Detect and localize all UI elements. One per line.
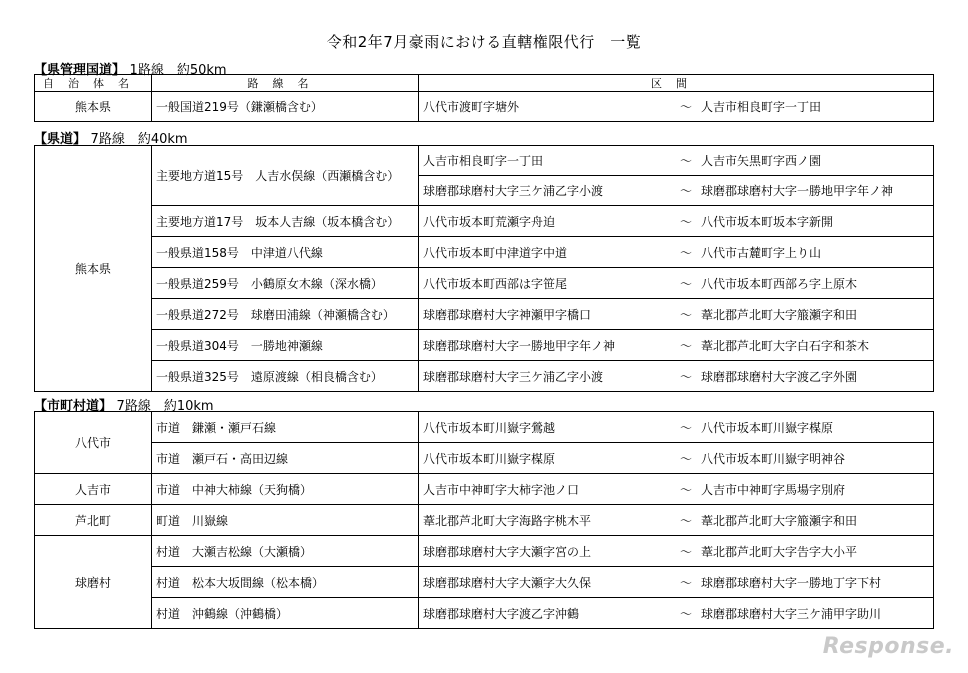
section-cell (419, 146, 934, 176)
route-cell: 村道 大瀬吉松線（大瀬橋） (152, 536, 419, 567)
table-header-row (35, 75, 934, 92)
section-cell (419, 598, 934, 629)
range-tilde: ～ (679, 482, 692, 497)
section-summary: 7路線 約10km (116, 399, 214, 414)
table-row (35, 237, 934, 268)
section-end: 葦北郡芦北町大字箙瀬字和田 (701, 513, 858, 528)
range-tilde: ～ (679, 338, 692, 353)
range-tilde: ～ (679, 245, 692, 260)
route-cell: 市道 中神大柿線（天狗橋） (152, 474, 419, 505)
range-tilde: ～ (679, 420, 692, 435)
section-start: 球磨郡球磨村大字三ケ浦乙字小渡 (423, 184, 604, 198)
section-cell (419, 176, 934, 206)
section-end: 人吉市矢黒町字西ノ園 (701, 154, 822, 168)
route-cell: 町道 川嶽線 (152, 505, 419, 536)
route-cell: 一般県道272号 球磨田浦線（神瀬橋含む） (152, 299, 419, 330)
range-tilde: ～ (679, 276, 692, 291)
section-end: 葦北郡芦北町大字告字大小平 (701, 544, 858, 559)
header-route: 路線名 (152, 75, 419, 92)
section-end: 八代市坂本町坂本字新開 (701, 214, 834, 229)
section-end: 球磨郡球磨村大字一勝地甲字年ノ神 (701, 184, 894, 198)
range-tilde: ～ (679, 184, 692, 198)
range-tilde: ～ (679, 154, 692, 168)
section-cell (419, 412, 934, 443)
section-label: 【県道】 (34, 132, 87, 147)
section-cell (419, 567, 934, 598)
section-end: 八代市坂本町西部ろ字上原木 (701, 276, 858, 291)
table-row (35, 536, 934, 567)
section-cell (419, 443, 934, 474)
section-cell (419, 299, 934, 330)
section-start: 人吉市相良町字一丁田 (423, 154, 544, 168)
section-start: 人吉市中神町字大柿字池ノ口 (423, 482, 580, 497)
range-tilde: ～ (679, 606, 692, 621)
section-cell (419, 237, 934, 268)
authority-cell: 八代市 (35, 412, 152, 474)
table-row (35, 412, 934, 443)
range-tilde: ～ (679, 451, 692, 466)
range-tilde: ～ (679, 544, 692, 559)
table-row (35, 505, 934, 536)
route-cell: 主要地方道17号 坂本人吉線（坂本橋含む） (152, 206, 419, 237)
table-row (35, 443, 934, 474)
route-cell: 一般県道259号 小鶴原女木線（深水橋） (152, 268, 419, 299)
table-row (35, 268, 934, 299)
authority-cell: 人吉市 (35, 474, 152, 505)
header-authority: 自治体名 (35, 75, 152, 92)
route-cell: 村道 松本大坂間線（松本橋） (152, 567, 419, 598)
route-cell: 一般県道158号 中津道八代線 (152, 237, 419, 268)
prefectural-national-roads-table (34, 74, 934, 122)
section-summary: 7路線 約40km (90, 132, 188, 147)
route-cell: 主要地方道15号 人吉水俣線（西瀬橋含む） (152, 146, 419, 206)
section-label: 【県管理国道】 (34, 63, 126, 78)
section-cell (419, 92, 934, 122)
range-tilde: ～ (679, 307, 692, 322)
table-row (35, 567, 934, 598)
section-cell (419, 361, 934, 392)
section-start: 球磨郡球磨村大字渡乙字沖鶴 (423, 606, 580, 621)
section-cell (419, 206, 934, 237)
section-start: 八代市坂本町西部は字笹尾 (423, 276, 568, 291)
table-row (35, 206, 934, 237)
section-start: 球磨郡球磨村大字大瀬字宮の上 (423, 544, 592, 559)
table-row (35, 92, 934, 122)
range-tilde: ～ (679, 575, 692, 590)
section-cell (419, 268, 934, 299)
route-cell: 村道 沖鶴線（沖鶴橋） (152, 598, 419, 629)
section-start: 葦北郡芦北町大字海路字桃木平 (423, 513, 592, 528)
section-end: 人吉市中神町字馬場字別府 (701, 482, 846, 497)
header-section: 区間 (419, 75, 934, 92)
section-summary: 1路線 約50km (129, 63, 227, 78)
section-end: 球磨郡球磨村大字一勝地丁字下村 (701, 575, 882, 590)
page-title: 令和2年7月豪雨における直轄権限代行 一覧 (326, 33, 642, 51)
section-start: 八代市坂本町中津道字中道 (423, 245, 568, 260)
authority-cell: 熊本県 (35, 146, 152, 392)
section-start: 球磨郡球磨村大字一勝地甲字年ノ神 (423, 338, 616, 353)
section-end: 八代市古麓町字上り山 (701, 245, 822, 260)
section-start: 球磨郡球磨村大字大瀬字大久保 (423, 575, 592, 590)
section-cell (419, 330, 934, 361)
authority-cell: 球磨村 (35, 536, 152, 629)
section-cell (419, 505, 934, 536)
municipal-roads-table (34, 411, 934, 629)
section-label: 【市町村道】 (34, 399, 113, 414)
route-cell: 市道 鎌瀬・瀬戸石線 (152, 412, 419, 443)
table-row (35, 330, 934, 361)
route-cell: 一般県道325号 遠原渡線（相良橋含む） (152, 361, 419, 392)
route-cell: 一般県道304号 一勝地神瀬線 (152, 330, 419, 361)
prefectural-roads-table (34, 145, 934, 392)
range-tilde: ～ (679, 100, 692, 114)
section-start: 八代市坂本町荒瀬字舟迫 (423, 214, 556, 229)
table-row (35, 299, 934, 330)
authority-cell: 熊本県 (35, 92, 152, 122)
range-tilde: ～ (679, 369, 692, 384)
table-row (35, 598, 934, 629)
table-row (35, 361, 934, 392)
section-end: 球磨郡球磨村大字渡乙字外園 (701, 369, 858, 384)
section-start: 八代市坂本町川嶽字鶯越 (423, 420, 556, 435)
route-cell: 一般国道219号（鎌瀬橋含む） (152, 92, 419, 122)
route-cell: 市道 瀬戸石・高田辺線 (152, 443, 419, 474)
section-start: 球磨郡球磨村大字三ケ浦乙字小渡 (423, 369, 604, 384)
range-tilde: ～ (679, 214, 692, 229)
response-watermark-logo: Response. (822, 634, 954, 659)
section-end: 八代市坂本町川嶽字明神谷 (701, 451, 846, 466)
authority-cell: 芦北町 (35, 505, 152, 536)
section-start: 球磨郡球磨村大字神瀬甲字橋口 (423, 307, 592, 322)
section-end: 八代市坂本町川嶽字楳原 (701, 420, 834, 435)
range-tilde: ～ (679, 513, 692, 528)
section-start: 八代市坂本町川嶽字楳原 (423, 451, 556, 466)
section-end: 葦北郡芦北町大字白石字和茶木 (701, 338, 870, 353)
section-cell (419, 536, 934, 567)
section-start: 八代市渡町字塘外 (423, 100, 520, 114)
section-end: 人吉市相良町字一丁田 (701, 100, 822, 114)
table-row (35, 474, 934, 505)
section-cell (419, 474, 934, 505)
table-row (35, 146, 934, 176)
section-end: 球磨郡球磨村大字三ケ浦甲字助川 (701, 606, 882, 621)
section-end: 葦北郡芦北町大字箙瀬字和田 (701, 307, 858, 322)
